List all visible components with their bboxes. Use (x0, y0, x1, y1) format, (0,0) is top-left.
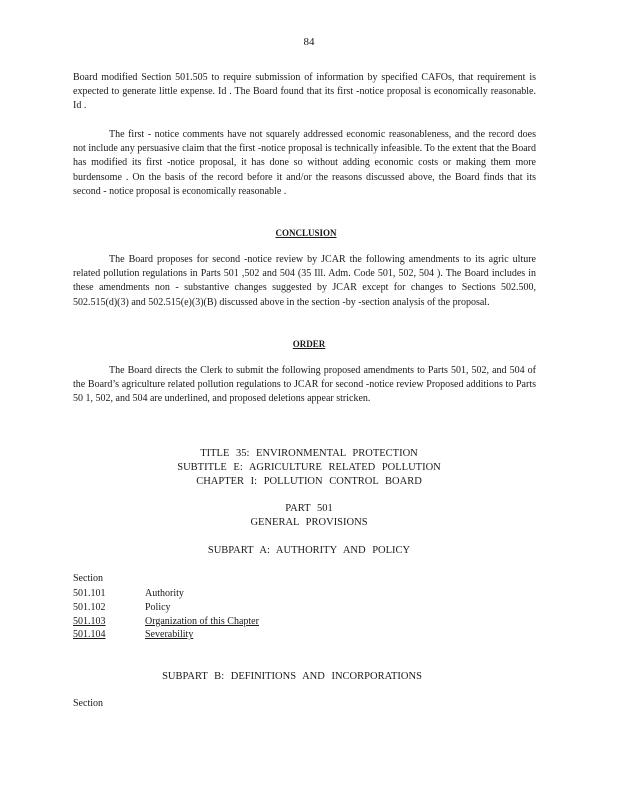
section-title: Organization of this Chapter (145, 615, 259, 627)
subpart-a-heading: SUBPART A: AUTHORITY AND POLICY (207, 545, 411, 556)
section-number: 501.103 (73, 615, 106, 627)
section-title: Severability (145, 629, 194, 641)
section-title: Policy (145, 601, 171, 613)
section-list (73, 587, 259, 642)
conclusion-heading-text: CONCLUSION (275, 228, 337, 238)
subtitle-line: SUBTITLE E: AGRICULTURE RELATED POLLUTION (177, 462, 441, 473)
section-number: 501.101 (73, 588, 106, 599)
part-name-line: GENERAL PROVISIONS (250, 517, 368, 528)
section-label-2: Section (73, 698, 103, 709)
section-row (73, 601, 259, 615)
paragraph-economic-reasonableness: Board modified Section 501.505 to require submission of information by specified CAFOs, that requirement is expected to generate little expense. Id . The Board found that its first -notice proposal is economically reasonable. Id . (73, 72, 536, 112)
order-heading (0, 339, 618, 349)
section-row (73, 628, 259, 642)
section-row (73, 615, 259, 629)
conclusion-heading (0, 228, 615, 238)
part-line: PART 501 (285, 503, 333, 514)
order-heading-text: ORDER (292, 339, 326, 349)
section-label: Section (73, 573, 103, 584)
title-line: TITLE 35: ENVIRONMENTAL PROTECTION (200, 448, 418, 459)
section-row (73, 587, 259, 601)
chapter-line: CHAPTER I: POLLUTION CONTROL BOARD (196, 476, 422, 487)
section-title: Authority (145, 588, 184, 599)
paragraph-conclusion: The Board proposes for second -notice review by JCAR the following amendments to its agric ulture related pollution regulations in Parts 501 ,502 and 504 (35 Ill. Adm. Code 501, 502, 504 ). The Board includes in these amendments non - substantive changes suggested by JCAR except for changes to Sections 502.500, 502.515(d)(3) and 502.515(e)(3)(B) discussed above in the section -by -section analysis of the proposal. (73, 254, 536, 308)
section-number: 501.104 (73, 629, 106, 641)
paragraph-order: The Board directs the Clerk to submit the following proposed amendments to Parts 501, 502, and 504 of the Board’s agriculture related pollution regulations to JCAR for second -notice review Proposed additions to Parts 50 1, 502, and 504 are underlined, and proposed deletions appear stricken. (73, 365, 536, 405)
subpart-b-heading: SUBPART B: DEFINITIONS AND INCORPORATIONS (162, 671, 422, 682)
page-number: 84 (303, 36, 315, 48)
section-number: 501.102 (73, 601, 106, 613)
paragraph-first-notice-comments: The first - notice comments have not squarely addressed economic reasonableness, and the record does not include any persuasive claim that the first -notice proposal is technically infeasible. To the extent that the Board has modified its first -notice proposal, it has done so without adding economic costs or making them more burdensome . On the basis of the record before it and/or the reasons discussed above, the Board finds that its second - notice proposal is economically reasonable . (73, 129, 536, 197)
